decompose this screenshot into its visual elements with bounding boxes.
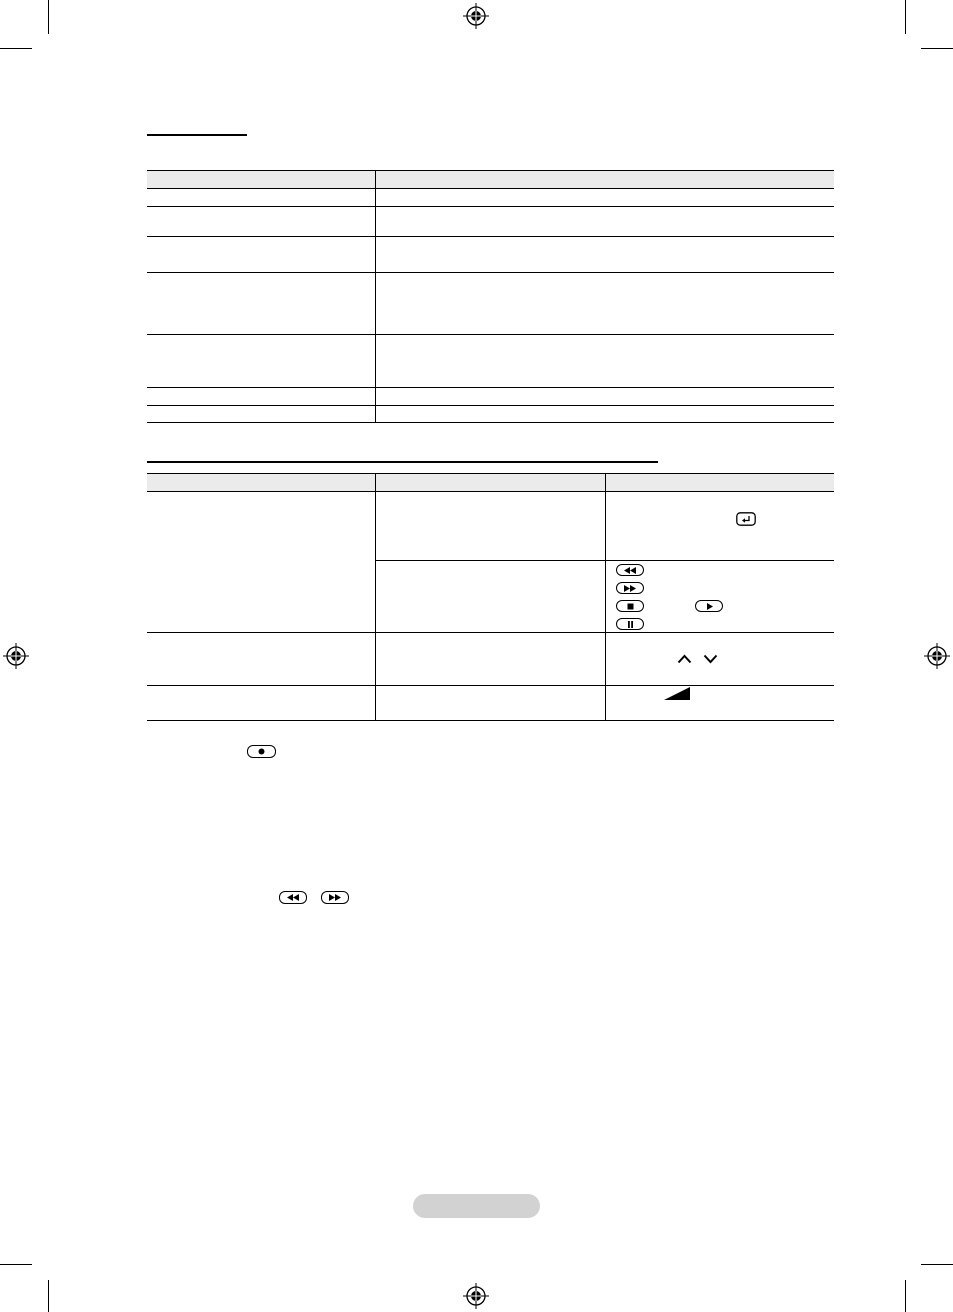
- pause-icon: [616, 618, 644, 630]
- volume-wedge-icon: [664, 687, 690, 700]
- rewind-icon: [616, 564, 644, 576]
- registration-mark-bottom-icon: [463, 1283, 489, 1309]
- table-cell: [376, 406, 835, 423]
- table-cell: [376, 189, 835, 207]
- crop-mark-top-left-horizontal: [0, 48, 32, 49]
- registration-mark-right-icon: [924, 643, 950, 669]
- table-2-header-cell-2: [376, 474, 606, 492]
- table-row: [147, 492, 834, 561]
- crop-mark-top-right-vertical: [905, 0, 906, 34]
- page-number-pill: [413, 1194, 540, 1218]
- table-cell: [147, 686, 376, 721]
- table-1: [147, 170, 834, 423]
- table-row: [147, 237, 834, 273]
- table-row: [147, 406, 834, 423]
- table-cell: [606, 492, 835, 561]
- chevron-up-icon: [677, 654, 692, 664]
- fast-forward-icon: [616, 582, 644, 594]
- table-1-header-cell-2: [376, 171, 835, 189]
- table-cell: [147, 388, 376, 406]
- table-row: [147, 686, 834, 721]
- table-1-header-cell-1: [147, 171, 376, 189]
- registration-mark-left-icon: [3, 643, 29, 669]
- section-2-heading-rule: [147, 461, 658, 463]
- table-cell: [147, 207, 376, 237]
- crop-mark-bottom-right-horizontal: [921, 1264, 953, 1265]
- table-cell: [606, 633, 835, 686]
- table-cell: [376, 237, 835, 273]
- section-1-heading-rule: [147, 134, 247, 136]
- stop-icon: [616, 600, 644, 612]
- table-cell: [376, 561, 606, 633]
- table-cell: [376, 492, 606, 561]
- table-cell: [376, 633, 606, 686]
- enter-icon: [736, 512, 756, 526]
- table-cell: [376, 335, 835, 388]
- table-row: [147, 189, 834, 207]
- crop-mark-bottom-left-vertical: [48, 1280, 49, 1312]
- table-cell: [376, 686, 606, 721]
- table-cell: [376, 388, 835, 406]
- table-cell: [147, 492, 376, 633]
- play-icon: [695, 600, 723, 612]
- table-cell: [147, 633, 376, 686]
- table-1-header-row: [147, 171, 834, 189]
- crop-mark-bottom-right-vertical: [905, 1280, 906, 1312]
- table-cell: [147, 335, 376, 388]
- table-2-header-cell-3: [606, 474, 835, 492]
- table-row: [147, 207, 834, 237]
- table-2-header-row: [147, 474, 834, 492]
- table-2: [147, 473, 834, 721]
- table-cell: [147, 273, 376, 335]
- table-row: [147, 273, 834, 335]
- registration-mark-top-icon: [463, 3, 489, 29]
- table-row: [147, 633, 834, 686]
- table-cell: [606, 686, 835, 721]
- table-cell: [147, 237, 376, 273]
- rewind-icon: [279, 891, 307, 904]
- chevron-down-icon: [703, 654, 718, 664]
- table-cell: [147, 406, 376, 423]
- fast-forward-icon: [321, 891, 349, 904]
- record-icon: [247, 745, 276, 758]
- crop-mark-bottom-left-horizontal: [0, 1264, 32, 1265]
- crop-mark-top-right-horizontal: [921, 48, 953, 49]
- table-cell: [376, 207, 835, 237]
- crop-mark-top-left-vertical: [48, 0, 49, 34]
- table-2-header-cell-1: [147, 474, 376, 492]
- table-cell: [376, 273, 835, 335]
- table-row: [147, 388, 834, 406]
- table-row: [147, 335, 834, 388]
- table-cell: [147, 189, 376, 207]
